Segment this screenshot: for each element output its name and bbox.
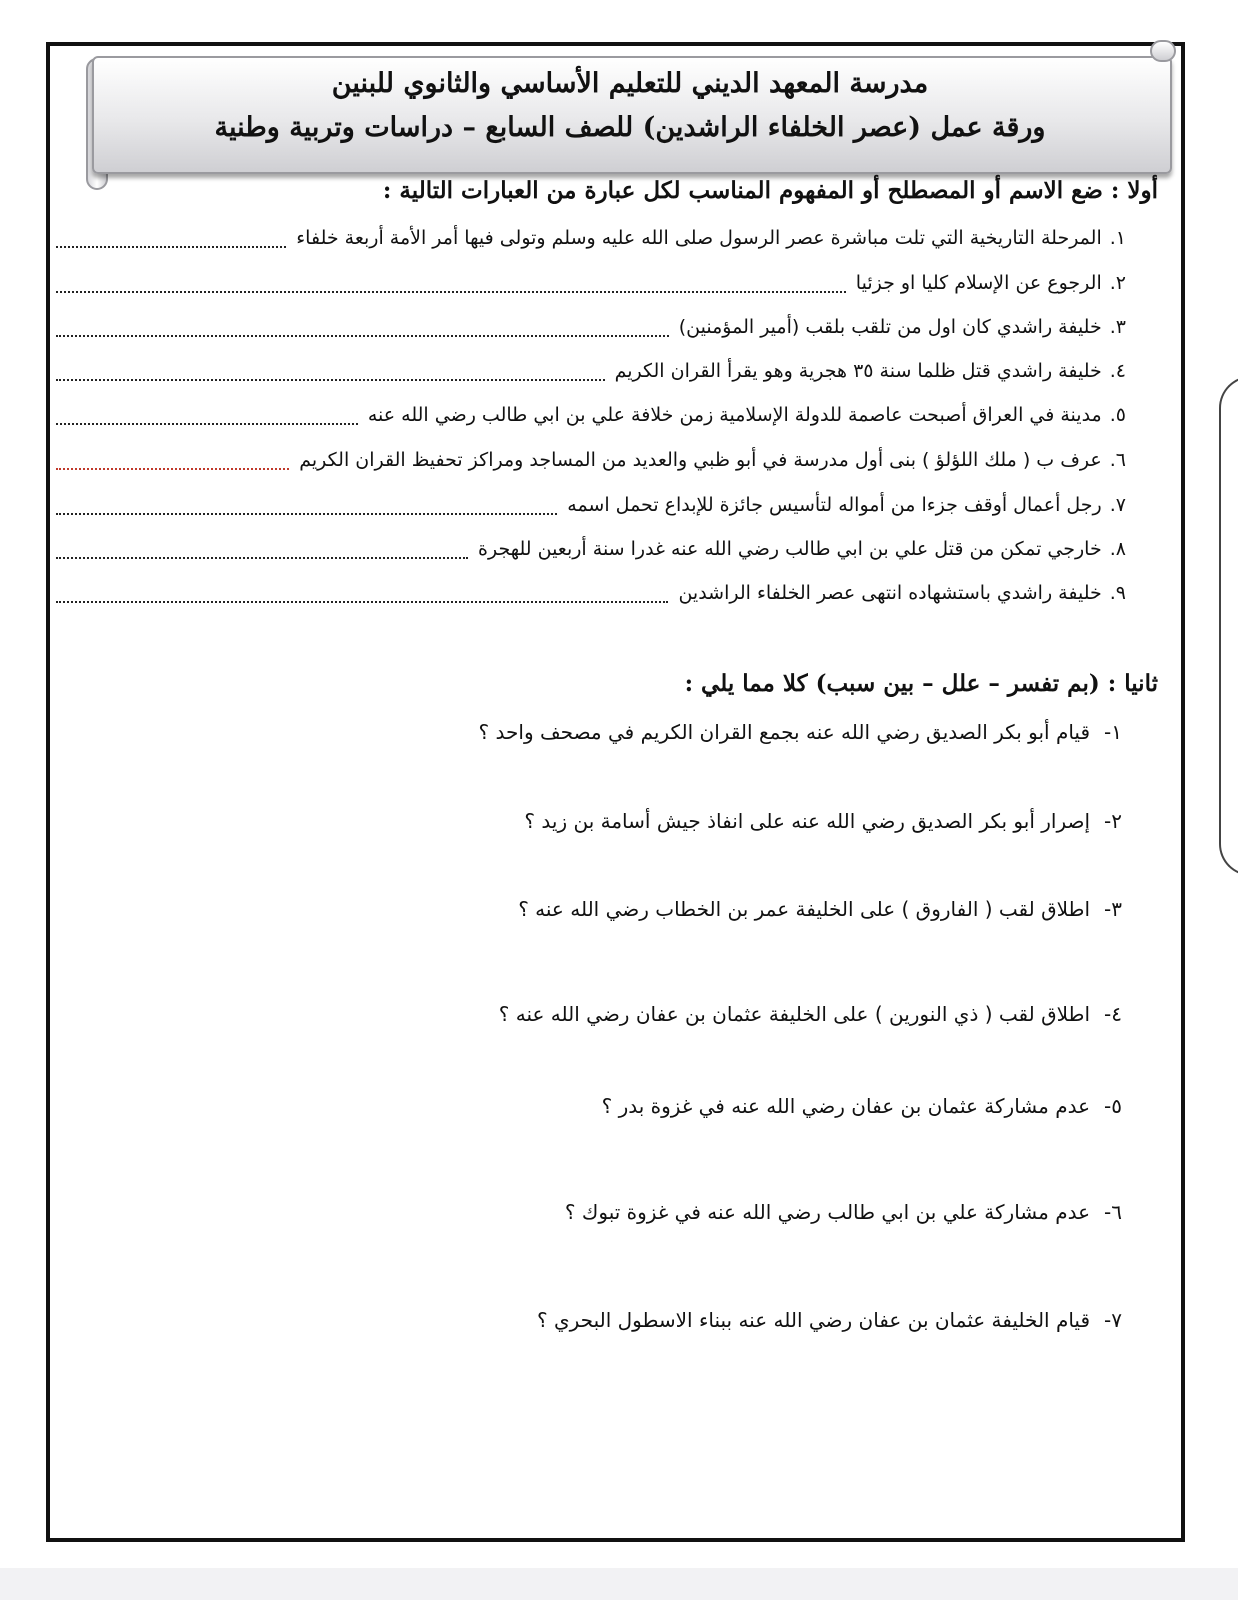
question-item (479, 716, 1122, 748)
question-item (602, 1090, 1122, 1122)
question-number: ٥- (1104, 1094, 1122, 1118)
fill-item (56, 577, 1126, 609)
question-text: عدم مشاركة عثمان بن عفان رضي الله عنه في غزوة بدر ؟ (601, 1094, 1091, 1118)
item-number: ٣. (1109, 316, 1126, 338)
question-text: إصرار أبو بكر الصديق رضي الله عنه على انفاذ جيش أسامة بن زيد ؟ (524, 809, 1091, 833)
item-text: خليفة راشدي كان اول من تلقب بلقب (أمير المؤمنين) (678, 316, 1102, 338)
question-text: قيام أبو بكر الصديق رضي الله عنه بجمع القران الكريم في مصحف واحد ؟ (478, 720, 1091, 744)
item-number: ٢. (1109, 272, 1126, 294)
item-text: عرف ب ( ملك اللؤلؤ ) بنى أول مدرسة في أبو ظبي والعديد من المساجد ومراكز تحفيظ القران الكريم (299, 449, 1102, 471)
fill-item (56, 399, 1126, 431)
answer-blank[interactable] (56, 464, 289, 470)
question-number: ٢- (1104, 809, 1122, 833)
item-text: خارجي تمكن من قتل علي بن ابي طالب رضي الله عنه غدرا سنة أربعين للهجرة (478, 538, 1102, 560)
item-text: مدينة في العراق أصبحت عاصمة للدولة الإسلامية زمن خلافة علي بن ابي طالب رضي الله عنه (367, 404, 1102, 426)
item-text: خليفة راشدي باستشهاده انتهى عصر الخلفاء الراشدين (678, 582, 1102, 604)
answer-blank[interactable] (56, 419, 358, 425)
fill-item (56, 222, 1126, 254)
question-number: ١- (1104, 720, 1122, 744)
question-number: ٦- (1104, 1200, 1122, 1224)
fill-item (56, 355, 1126, 387)
section-1-heading: أولا : ضع الاسم أو المصطلح أو المفهوم المناسب لكل عبارة من العبارات التالية : (382, 177, 1158, 204)
item-text: المرحلة التاريخية التي تلت مباشرة عصر الرسول صلى الله عليه وسلم وتولى فيها أمر الأمة أربعة خلفاء (296, 227, 1102, 249)
answer-blank[interactable] (56, 375, 605, 381)
fill-item (56, 533, 1126, 565)
question-number: ٧- (1104, 1308, 1122, 1332)
answer-blank[interactable] (56, 553, 468, 559)
question-item (537, 1304, 1122, 1336)
item-number: ٩. (1109, 582, 1126, 604)
answer-blank[interactable] (56, 509, 557, 515)
item-text: الرجوع عن الإسلام كليا او جزئيا (855, 272, 1102, 294)
fill-item (56, 311, 1126, 343)
fill-item (56, 489, 1126, 521)
fill-item (56, 267, 1126, 299)
item-number: ١. (1109, 227, 1126, 249)
answer-blank[interactable] (56, 242, 286, 248)
item-number: ٤. (1109, 360, 1126, 382)
item-number: ٥. (1109, 404, 1126, 426)
scroll-curl-right (1150, 40, 1176, 62)
question-item (524, 805, 1122, 837)
answer-blank[interactable] (56, 597, 668, 603)
question-text: اطلاق لقب ( الفاروق ) على الخليفة عمر بن الخطاب رضي الله عنه ؟ (518, 897, 1091, 921)
worksheet-title: ورقة عمل (عصر الخلفاء الراشدين) للصف السابع – دراسات وتربية وطنية (214, 112, 1046, 143)
question-number: ٤- (1104, 1002, 1122, 1026)
question-text: اطلاق لقب ( ذي النورين ) على الخليفة عثمان بن عفان رضي الله عنه ؟ (498, 1002, 1091, 1026)
page-background-strip (0, 1568, 1238, 1600)
item-number: ٦. (1109, 449, 1126, 471)
question-item (565, 1196, 1122, 1228)
section-2-heading: ثانيا : (بم تفسر – علل – بين سبب) كلا مما يلي : (684, 670, 1158, 697)
question-text: عدم مشاركة علي بن ابي طالب رضي الله عنه في غزوة تبوك ؟ (564, 1200, 1091, 1224)
item-text: خليفة راشدي قتل ظلما سنة ٣٥ هجرية وهو يقرأ القران الكريم (614, 360, 1102, 382)
item-number: ٧. (1109, 494, 1126, 516)
answer-blank[interactable] (56, 331, 669, 337)
question-number: ٣- (1104, 897, 1122, 921)
school-name: مدرسة المعهد الديني للتعليم الأساسي والثانوي للبنين (331, 68, 929, 99)
question-item (499, 998, 1122, 1030)
side-bracket-decoration (1219, 376, 1238, 876)
question-text: قيام الخليفة عثمان بن عفان رضي الله عنه ببناء الاسطول البحري ؟ (537, 1308, 1091, 1332)
question-item (518, 893, 1122, 925)
item-number: ٨. (1109, 538, 1126, 560)
fill-item (56, 444, 1126, 476)
answer-blank[interactable] (56, 287, 846, 293)
item-text: رجل أعمال أوقف جزءا من أمواله لتأسيس جائزة للإبداع تحمل اسمه (567, 494, 1102, 516)
